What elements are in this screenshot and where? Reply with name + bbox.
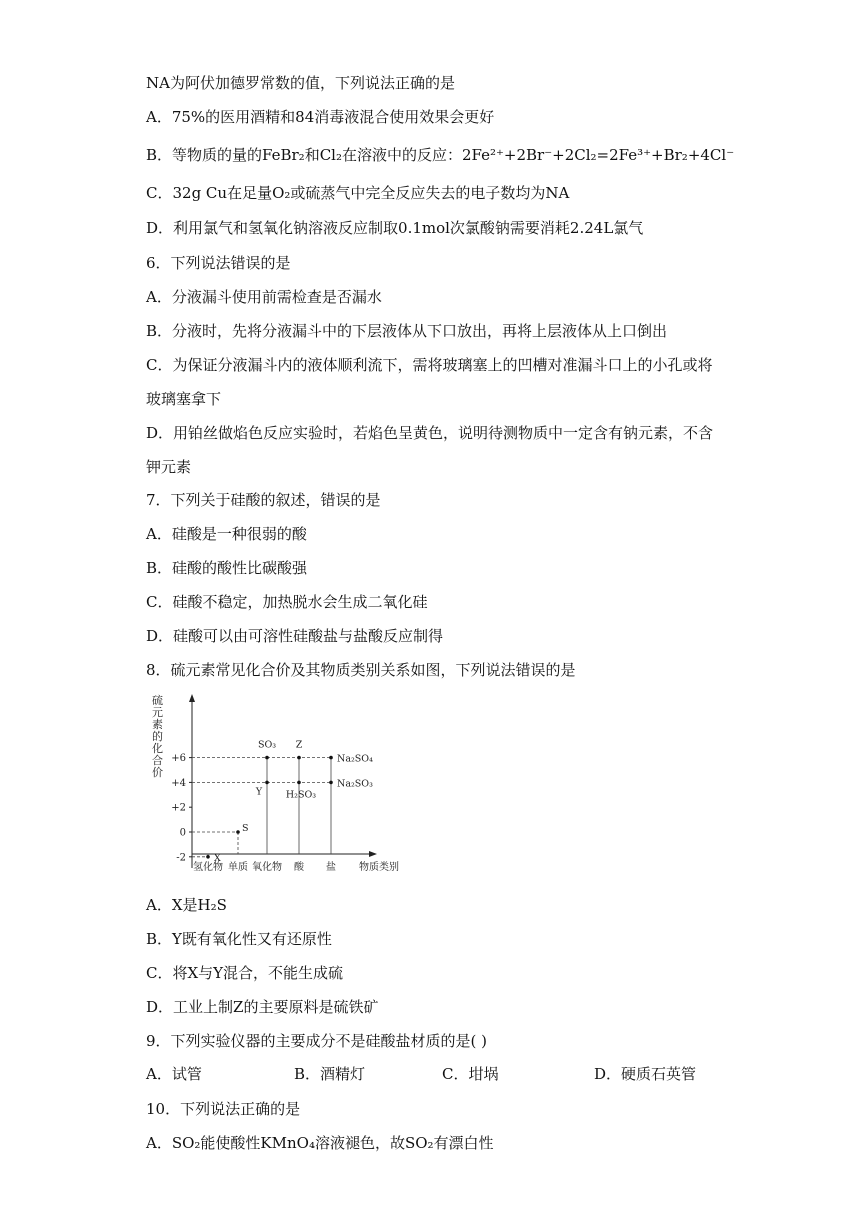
data-point bbox=[297, 756, 301, 760]
data-point-label: Z bbox=[295, 739, 303, 751]
y-axis-label-char: 素 bbox=[152, 718, 163, 731]
data-point bbox=[236, 830, 240, 834]
q7-option-a: A．硅酸是一种很弱的酸 bbox=[146, 525, 307, 543]
q8-option-b: B．Y既有氧化性又有还原性 bbox=[146, 930, 332, 948]
x-category-label: 盐 bbox=[326, 862, 336, 873]
q6-option-c-line2: 玻璃塞拿下 bbox=[146, 390, 222, 408]
data-point bbox=[265, 781, 269, 785]
q8-stem: 8．硫元素常见化合价及其物质类别关系如图，下列说法错误的是 bbox=[146, 661, 576, 679]
data-point-label: Na₂SO₄ bbox=[337, 753, 373, 765]
q5-option-b: B．等物质的量的FeBr₂和Cl₂在溶液中的反应：2Fe²⁺+2Br⁻+2Cl₂=2Fe³⁺+Br₂+4Cl⁻ bbox=[146, 146, 735, 164]
q8-option-c: C．将X与Y混合，不能生成硫 bbox=[146, 964, 344, 982]
x-axis-label: 物质类别 bbox=[359, 862, 399, 873]
x-axis-arrow bbox=[369, 851, 377, 857]
q6-option-b: B．分液时，先将分液漏斗中的下层液体从下口放出，再将上层液体从上口倒出 bbox=[146, 322, 668, 340]
x-category-label: 单质 bbox=[228, 862, 248, 873]
y-axis-label-char: 元 bbox=[152, 706, 163, 719]
y-axis-label-char: 硫 bbox=[152, 694, 163, 707]
data-point-label: Y bbox=[255, 786, 263, 798]
y-axis-label-char: 的 bbox=[152, 730, 163, 743]
q7-option-c: C．硅酸不稳定，加热脱水会生成二氧化硅 bbox=[146, 593, 428, 611]
y-axis-label-char: 价 bbox=[152, 766, 163, 779]
y-tick-label: +4 bbox=[171, 777, 186, 789]
q10-stem: 10．下列说法正确的是 bbox=[146, 1100, 301, 1118]
data-point-label: S bbox=[242, 823, 249, 834]
y-tick-label: 0 bbox=[179, 827, 186, 839]
x-category-label: 酸 bbox=[294, 862, 304, 873]
x-category-label: 氢化物 bbox=[193, 862, 223, 873]
data-point-label: X bbox=[214, 852, 221, 864]
q9-stem: 9．下列实验仪器的主要成分不是硅酸盐材质的是( ) bbox=[146, 1032, 488, 1050]
q5-option-c: C．32g Cu在足量O₂或硫蒸气中完全反应失去的电子数均为NA bbox=[146, 184, 570, 202]
q9-option-b: B．酒精灯 bbox=[294, 1065, 366, 1083]
data-point bbox=[329, 756, 333, 760]
q10-option-a: A．SO₂能使酸性KMnO₄溶液褪色，故SO₂有漂白性 bbox=[146, 1134, 494, 1152]
q5-stem: NA为阿伏加德罗常数的值，下列说法正确的是 bbox=[146, 74, 455, 92]
q6-option-d-line2: 钾元素 bbox=[146, 458, 192, 476]
q5-option-d: D．利用氯气和氢氧化钠溶液反应制取0.1mol次氯酸钠需要消耗2.24L氯气 bbox=[146, 219, 644, 237]
q9-option-d: D．硬质石英管 bbox=[594, 1065, 697, 1083]
q8-option-d: D．工业上制Z的主要原料是硫铁矿 bbox=[146, 998, 379, 1016]
data-point-label: SO₃ bbox=[257, 739, 277, 751]
data-point bbox=[297, 781, 301, 785]
data-point-label: Na₂SO₃ bbox=[337, 778, 373, 790]
y-tick-label: +6 bbox=[171, 753, 186, 765]
data-point bbox=[329, 781, 333, 785]
y-axis-label bbox=[152, 693, 163, 779]
y-axis-arrow bbox=[189, 694, 195, 702]
q6-option-d-line1: D．用铂丝做焰色反应实验时，若焰色呈黄色，说明待测物质中一定含有钠元素，不含 bbox=[146, 424, 714, 442]
y-axis-label-char: 合 bbox=[152, 754, 163, 767]
q5-option-a: A．75%的医用酒精和84消毒液混合使用效果会更好 bbox=[146, 108, 495, 126]
x-category-label: 氧化物 bbox=[252, 862, 282, 873]
y-axis-label-char: 化 bbox=[152, 742, 163, 755]
q6-option-a: A．分液漏斗使用前需检查是否漏水 bbox=[146, 288, 382, 306]
q6-option-c-line1: C．为保证分液漏斗内的液体顺利流下，需将玻璃塞上的凹槽对准漏斗口上的小孔或将 bbox=[146, 356, 713, 374]
y-tick-label: -2 bbox=[176, 852, 186, 864]
data-point-label: H₂SO₃ bbox=[285, 789, 317, 801]
data-point bbox=[265, 756, 269, 760]
q8-option-a: A．X是H₂S bbox=[146, 896, 227, 914]
y-tick-label: +2 bbox=[171, 802, 186, 814]
q9-option-c: C．坩埚 bbox=[442, 1065, 499, 1083]
sulfur-valence-chart bbox=[146, 688, 416, 878]
q7-option-d: D．硅酸可以由可溶性硅酸盐与盐酸反应制得 bbox=[146, 627, 444, 645]
q6-stem: 6．下列说法错误的是 bbox=[146, 254, 291, 272]
q7-stem: 7．下列关于硅酸的叙述，错误的是 bbox=[146, 491, 381, 509]
q9-option-a: A．试管 bbox=[146, 1065, 202, 1083]
q7-option-b: B．硅酸的酸性比碳酸强 bbox=[146, 559, 308, 577]
data-point bbox=[206, 855, 210, 859]
